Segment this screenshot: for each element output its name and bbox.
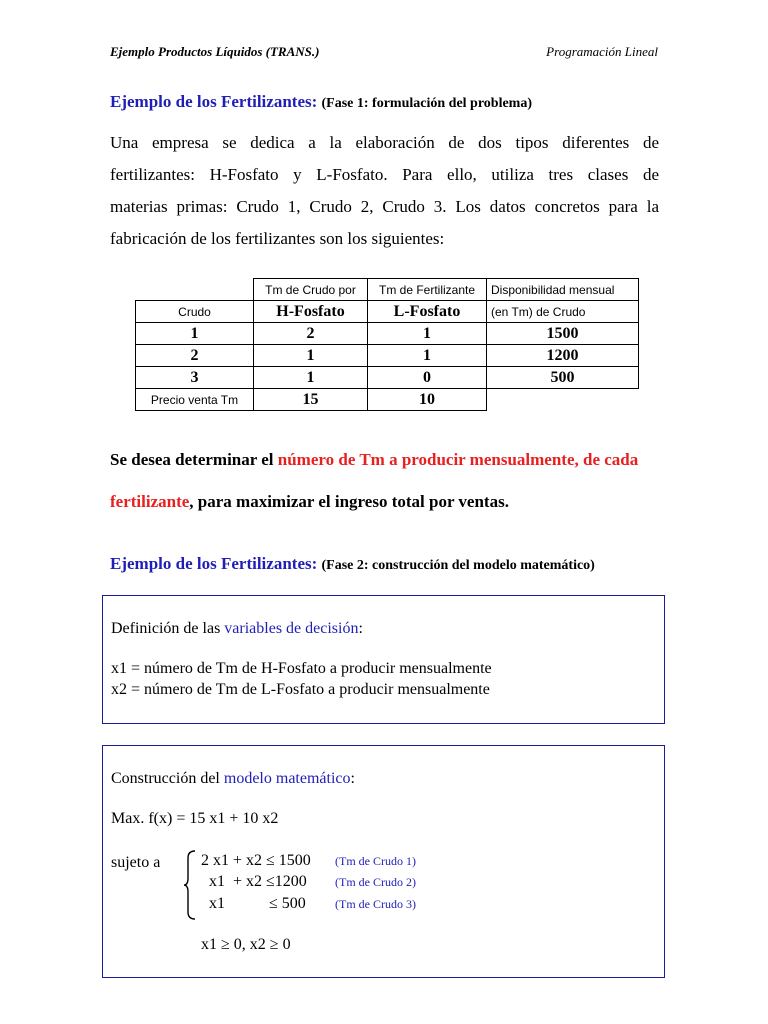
paragraph-line: fabricación de los fertilizantes son los siguientes: <box>110 229 445 248</box>
subject-to-label: sujeto a <box>111 854 161 871</box>
table-head-cell: Tm de Crudo por <box>254 279 368 301</box>
table-cell: 1 <box>136 323 254 345</box>
table-head-cell: L-Fosfato <box>368 301 487 323</box>
section2-heading <box>110 554 595 574</box>
objective-function: Max. f(x) = 15 x1 + 10 x2 <box>111 810 279 827</box>
table-head-cell: Crudo <box>136 301 254 323</box>
table-cell: 1200 <box>487 345 639 367</box>
table-head-cell: Tm de Fertilizante <box>368 279 487 301</box>
box1-title: Definición de las variables de decisión: <box>111 620 363 637</box>
box2-title: Construcción del modelo matemático: <box>111 770 355 787</box>
section2-title: Ejemplo de los Fertilizantes: <box>110 554 318 573</box>
non-negativity: x1 ≥ 0, x2 ≥ 0 <box>201 936 291 953</box>
variable-x2: x2 = número de Tm de L-Fosfato a producir mensualmente <box>111 681 490 698</box>
table-head-cell: Disponibilidad mensual <box>487 279 639 301</box>
table-cell: 1500 <box>487 323 639 345</box>
table-head-top-row <box>136 279 639 301</box>
table-price-row <box>136 389 639 411</box>
box1-title-highlight: variables de decisión <box>224 620 359 637</box>
math-model-box <box>102 745 665 978</box>
variable-x1: x1 = número de Tm de H-Fosfato a producir mensualmente <box>111 660 492 677</box>
intro-paragraph <box>110 127 659 255</box>
table-head-cell: H-Fosfato <box>254 301 368 323</box>
goal-text: Se desea determinar el <box>110 450 278 469</box>
table-cell: 10 <box>368 389 487 411</box>
constraint-2: x1 + x2 ≤1200 (Tm de Crudo 2) <box>209 873 416 890</box>
constraint-1: 2 x1 + x2 ≤ 1500 (Tm de Crudo 1) <box>201 852 416 869</box>
constraint-note: (Tm de Crudo 2) <box>335 875 416 889</box>
table-cell: Precio venta Tm <box>136 389 254 411</box>
section2-subtitle: (Fase 2: construcción del modelo matemático) <box>321 558 595 573</box>
goal-line-1 <box>110 450 659 470</box>
table-cell: 1 <box>254 345 368 367</box>
table-cell: 2 <box>254 323 368 345</box>
paragraph-line: fertilizantes: H-Fosfato y L-Fosfato. Para ello, utiliza tres clases de <box>110 165 659 184</box>
table-cell: 500 <box>487 367 639 389</box>
table-cell: 0 <box>368 367 487 389</box>
table-row <box>136 345 639 367</box>
box2-title-highlight: modelo matemático <box>223 770 351 787</box>
constraint-note: (Tm de Crudo 1) <box>335 854 416 868</box>
table-cell: 1 <box>368 345 487 367</box>
goal-highlight: número de Tm a producir mensualmente, de cada <box>277 450 639 469</box>
goal-line-2 <box>110 492 659 512</box>
table-row <box>136 323 639 345</box>
decision-variables-box <box>102 595 665 724</box>
goal-highlight: fertilizante <box>110 492 190 511</box>
header-left: Ejemplo Productos Líquidos (TRANS.) <box>110 44 320 59</box>
section1-heading <box>110 92 532 112</box>
constraint-3: x1 ≤ 500 (Tm de Crudo 3) <box>209 895 416 912</box>
table-cell: 3 <box>136 367 254 389</box>
table-cell: 1 <box>368 323 487 345</box>
section1-subtitle: (Fase 1: formulación del problema) <box>321 96 533 111</box>
paragraph-line: materias primas: Crudo 1, Crudo 2, Crudo 3. Los datos concretos para la <box>110 197 659 216</box>
table-head-bottom-row <box>136 301 639 323</box>
table-head-cell: (en Tm) de Crudo <box>487 301 639 323</box>
goal-text: , para maximizar el ingreso total por ventas. <box>189 492 509 511</box>
section1-title: Ejemplo de los Fertilizantes: <box>110 92 318 111</box>
table-row <box>136 367 639 389</box>
constraint-note: (Tm de Crudo 3) <box>335 897 416 911</box>
header-right: Programación Lineal <box>546 44 658 59</box>
table-cell: 2 <box>136 345 254 367</box>
left-brace-icon <box>183 850 197 920</box>
table-cell: 15 <box>254 389 368 411</box>
table-cell: 1 <box>254 367 368 389</box>
fertilizer-data-table <box>135 278 639 411</box>
paragraph-line: Una empresa se dedica a la elaboración de dos tipos diferentes de <box>110 133 659 152</box>
